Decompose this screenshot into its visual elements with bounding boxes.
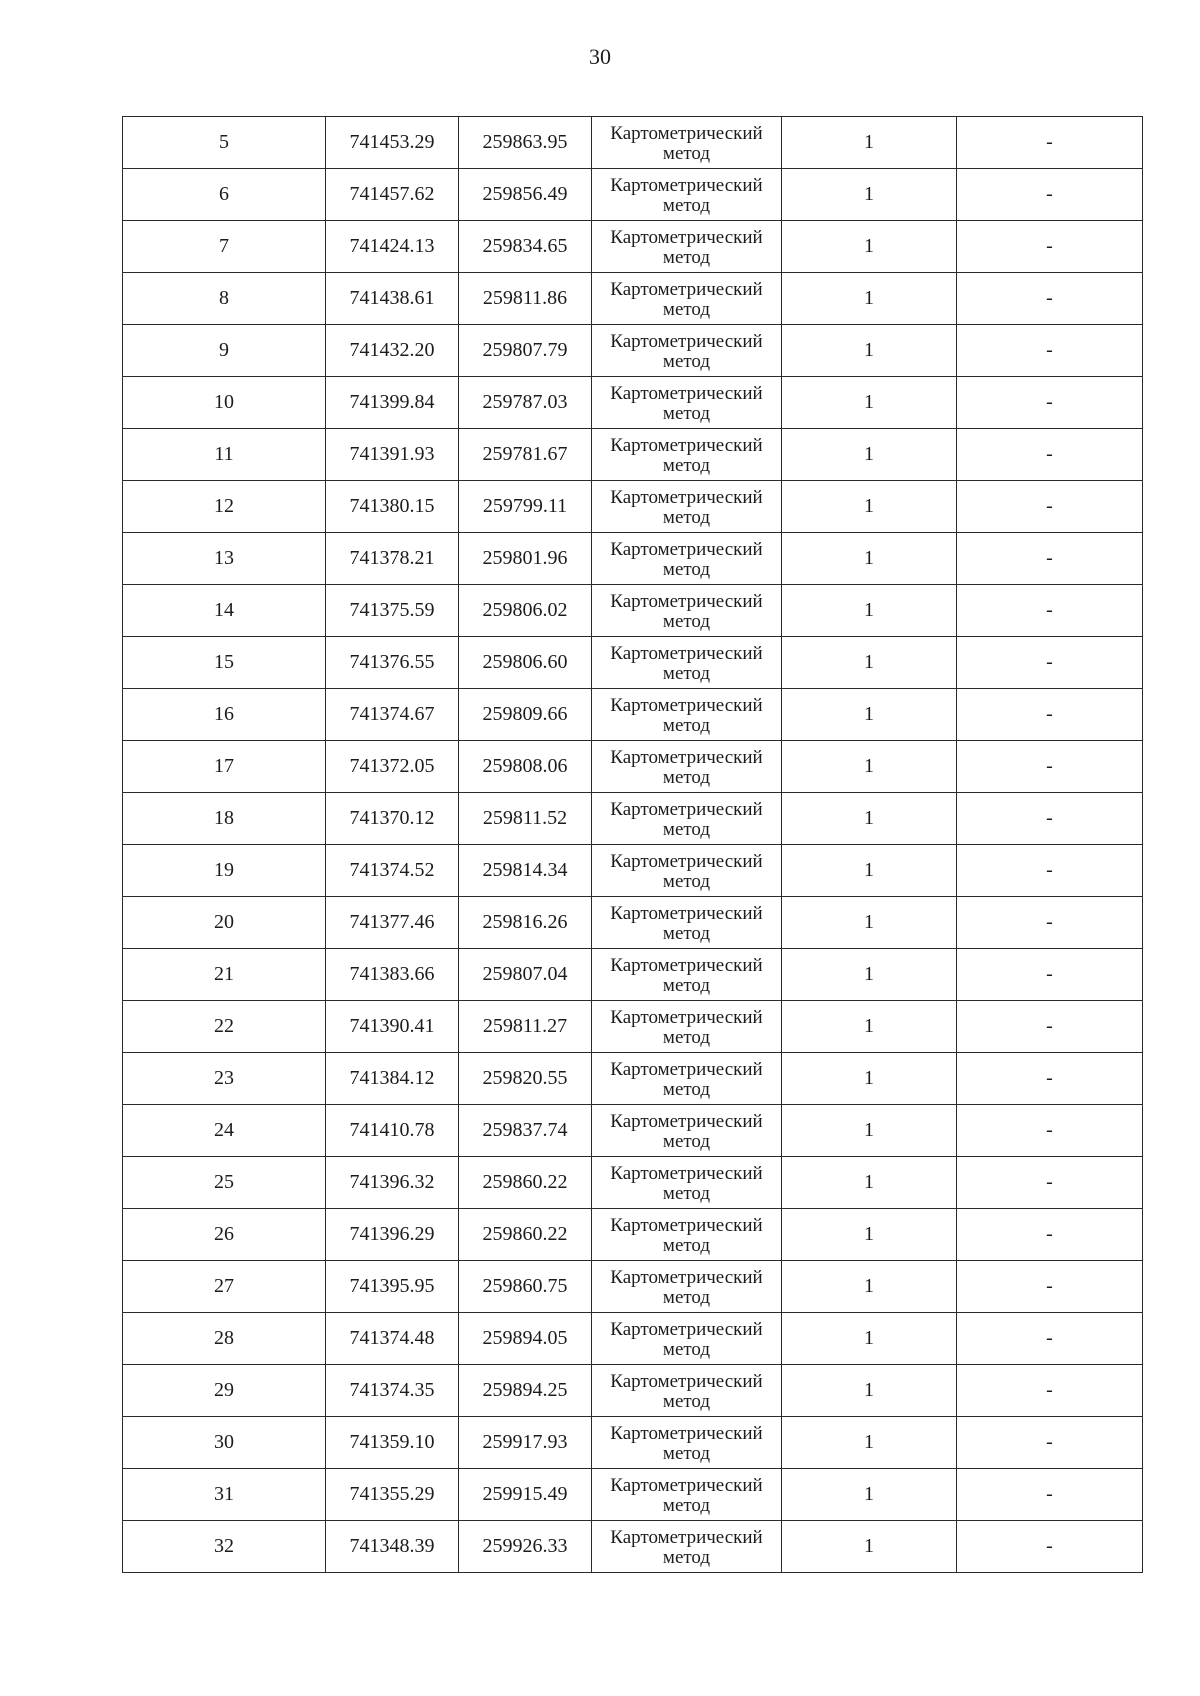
x-coordinate-cell: 741359.10 (326, 1417, 459, 1469)
method-label-line2: метод (662, 1026, 711, 1048)
description-cell: - (957, 741, 1143, 793)
table-row (123, 845, 1143, 897)
y-coordinate-cell: 259816.26 (459, 897, 592, 949)
point-number-cell: 5 (123, 117, 326, 169)
x-coordinate-cell: 741390.41 (326, 1001, 459, 1053)
point-number-cell: 14 (123, 585, 326, 637)
point-number-cell: 20 (123, 897, 326, 949)
point-number-cell: 17 (123, 741, 326, 793)
method-cell (592, 1521, 782, 1573)
point-number-cell: 32 (123, 1521, 326, 1573)
method-cell (592, 897, 782, 949)
description-cell: - (957, 117, 1143, 169)
table-row (123, 1209, 1143, 1261)
table-row (123, 793, 1143, 845)
table-row (123, 221, 1143, 273)
method-cell (592, 377, 782, 429)
point-number-cell: 7 (123, 221, 326, 273)
description-cell: - (957, 949, 1143, 1001)
method-label-line1: Картометрический (610, 382, 763, 404)
description-cell: - (957, 845, 1143, 897)
method-label-line2: метод (662, 610, 711, 632)
table-row (123, 377, 1143, 429)
x-coordinate-cell: 741378.21 (326, 533, 459, 585)
x-coordinate-cell: 741453.29 (326, 117, 459, 169)
method-label-line2: метод (662, 1078, 711, 1100)
point-number-cell: 23 (123, 1053, 326, 1105)
table-row (123, 429, 1143, 481)
method-label-line2: метод (662, 922, 711, 944)
accuracy-cell: 1 (782, 1417, 957, 1469)
y-coordinate-cell: 259917.93 (459, 1417, 592, 1469)
y-coordinate-cell: 259915.49 (459, 1469, 592, 1521)
description-cell: - (957, 1313, 1143, 1365)
table-row (123, 481, 1143, 533)
point-number-cell: 12 (123, 481, 326, 533)
point-number-cell: 29 (123, 1365, 326, 1417)
description-cell: - (957, 1157, 1143, 1209)
point-number-cell: 11 (123, 429, 326, 481)
method-label-line2: метод (662, 298, 711, 320)
point-number-cell: 31 (123, 1469, 326, 1521)
method-cell (592, 1105, 782, 1157)
accuracy-cell: 1 (782, 949, 957, 1001)
x-coordinate-cell: 741391.93 (326, 429, 459, 481)
accuracy-cell: 1 (782, 377, 957, 429)
description-cell: - (957, 1365, 1143, 1417)
description-cell: - (957, 429, 1143, 481)
x-coordinate-cell: 741348.39 (326, 1521, 459, 1573)
method-cell (592, 169, 782, 221)
y-coordinate-cell: 259787.03 (459, 377, 592, 429)
method-label-line2: метод (662, 766, 711, 788)
point-number-cell: 18 (123, 793, 326, 845)
description-cell: - (957, 1053, 1143, 1105)
method-label-line1: Картометрический (610, 1110, 763, 1132)
page-number: 30 (589, 44, 611, 69)
method-label-line2: метод (662, 1494, 711, 1516)
y-coordinate-cell: 259926.33 (459, 1521, 592, 1573)
accuracy-cell: 1 (782, 1053, 957, 1105)
accuracy-cell: 1 (782, 1521, 957, 1573)
table-body (123, 117, 1143, 1573)
point-number-cell: 6 (123, 169, 326, 221)
method-cell (592, 1001, 782, 1053)
accuracy-cell: 1 (782, 793, 957, 845)
point-number-cell: 13 (123, 533, 326, 585)
y-coordinate-cell: 259809.66 (459, 689, 592, 741)
x-coordinate-cell: 741372.05 (326, 741, 459, 793)
y-coordinate-cell: 259894.05 (459, 1313, 592, 1365)
method-cell (592, 429, 782, 481)
method-label-line1: Картометрический (610, 278, 763, 300)
method-label-line1: Картометрический (610, 1370, 763, 1392)
accuracy-cell: 1 (782, 429, 957, 481)
method-cell (592, 481, 782, 533)
y-coordinate-cell: 259860.22 (459, 1209, 592, 1261)
method-label-line1: Картометрический (610, 1214, 763, 1236)
y-coordinate-cell: 259806.60 (459, 637, 592, 689)
method-label-line2: метод (662, 1286, 711, 1308)
accuracy-cell: 1 (782, 325, 957, 377)
x-coordinate-cell: 741380.15 (326, 481, 459, 533)
y-coordinate-cell: 259894.25 (459, 1365, 592, 1417)
table-row (123, 897, 1143, 949)
method-cell (592, 1053, 782, 1105)
accuracy-cell: 1 (782, 1469, 957, 1521)
accuracy-cell: 1 (782, 273, 957, 325)
y-coordinate-cell: 259820.55 (459, 1053, 592, 1105)
accuracy-cell: 1 (782, 689, 957, 741)
description-cell: - (957, 1417, 1143, 1469)
point-number-cell: 25 (123, 1157, 326, 1209)
x-coordinate-cell: 741374.52 (326, 845, 459, 897)
method-label-line2: метод (662, 506, 711, 528)
accuracy-cell: 1 (782, 637, 957, 689)
method-label-line1: Картометрический (610, 486, 763, 508)
method-label-line1: Картометрический (610, 1474, 763, 1496)
x-coordinate-cell: 741376.55 (326, 637, 459, 689)
method-label-line2: метод (662, 974, 711, 996)
table-row (123, 1521, 1143, 1573)
table-row (123, 1001, 1143, 1053)
y-coordinate-cell: 259834.65 (459, 221, 592, 273)
x-coordinate-cell: 741457.62 (326, 169, 459, 221)
method-label-line2: метод (662, 454, 711, 476)
x-coordinate-cell: 741374.35 (326, 1365, 459, 1417)
accuracy-cell: 1 (782, 481, 957, 533)
table-row (123, 1157, 1143, 1209)
method-label-line2: метод (662, 714, 711, 736)
method-cell (592, 533, 782, 585)
method-label-line2: метод (662, 870, 711, 892)
table-row (123, 1417, 1143, 1469)
description-cell: - (957, 1521, 1143, 1573)
table-row (123, 585, 1143, 637)
table-row (123, 741, 1143, 793)
method-label-line1: Картометрический (610, 330, 763, 352)
method-cell (592, 1365, 782, 1417)
method-label-line1: Картометрический (610, 850, 763, 872)
method-cell (592, 1469, 782, 1521)
accuracy-cell: 1 (782, 221, 957, 273)
table-row (123, 117, 1143, 169)
method-label-line2: метод (662, 1338, 711, 1360)
x-coordinate-cell: 741355.29 (326, 1469, 459, 1521)
point-number-cell: 27 (123, 1261, 326, 1313)
table-row (123, 273, 1143, 325)
method-label-line1: Картометрический (610, 642, 763, 664)
accuracy-cell: 1 (782, 741, 957, 793)
x-coordinate-cell: 741383.66 (326, 949, 459, 1001)
coordinates-table (122, 116, 1143, 1573)
y-coordinate-cell: 259860.22 (459, 1157, 592, 1209)
description-cell: - (957, 1469, 1143, 1521)
description-cell: - (957, 1105, 1143, 1157)
point-number-cell: 9 (123, 325, 326, 377)
description-cell: - (957, 637, 1143, 689)
description-cell: - (957, 897, 1143, 949)
method-label-line1: Картометрический (610, 1058, 763, 1080)
accuracy-cell: 1 (782, 117, 957, 169)
accuracy-cell: 1 (782, 1105, 957, 1157)
table-row (123, 1313, 1143, 1365)
x-coordinate-cell: 741410.78 (326, 1105, 459, 1157)
method-cell (592, 637, 782, 689)
method-cell (592, 1417, 782, 1469)
point-number-cell: 16 (123, 689, 326, 741)
accuracy-cell: 1 (782, 1001, 957, 1053)
point-number-cell: 15 (123, 637, 326, 689)
y-coordinate-cell: 259781.67 (459, 429, 592, 481)
method-label-line1: Картометрический (610, 174, 763, 196)
x-coordinate-cell: 741377.46 (326, 897, 459, 949)
accuracy-cell: 1 (782, 169, 957, 221)
method-label-line1: Картометрический (610, 1526, 763, 1548)
x-coordinate-cell: 741375.59 (326, 585, 459, 637)
y-coordinate-cell: 259807.79 (459, 325, 592, 377)
table-row (123, 1365, 1143, 1417)
accuracy-cell: 1 (782, 1313, 957, 1365)
accuracy-cell: 1 (782, 1261, 957, 1313)
y-coordinate-cell: 259801.96 (459, 533, 592, 585)
method-cell (592, 689, 782, 741)
method-label-line1: Картометрический (610, 1266, 763, 1288)
accuracy-cell: 1 (782, 897, 957, 949)
method-label-line2: метод (662, 1182, 711, 1204)
method-label-line2: метод (662, 246, 711, 268)
table-row (123, 689, 1143, 741)
x-coordinate-cell: 741374.48 (326, 1313, 459, 1365)
y-coordinate-cell: 259811.27 (459, 1001, 592, 1053)
accuracy-cell: 1 (782, 845, 957, 897)
method-label-line1: Картометрический (610, 122, 763, 144)
x-coordinate-cell: 741432.20 (326, 325, 459, 377)
description-cell: - (957, 221, 1143, 273)
method-label-line1: Картометрический (610, 902, 763, 924)
method-label-line1: Картометрический (610, 798, 763, 820)
x-coordinate-cell: 741384.12 (326, 1053, 459, 1105)
method-label-line2: метод (662, 1234, 711, 1256)
method-label-line1: Картометрический (610, 590, 763, 612)
description-cell: - (957, 1001, 1143, 1053)
y-coordinate-cell: 259837.74 (459, 1105, 592, 1157)
method-label-line1: Картометрический (610, 226, 763, 248)
y-coordinate-cell: 259856.49 (459, 169, 592, 221)
method-label-line2: метод (662, 142, 711, 164)
method-label-line2: метод (662, 402, 711, 424)
x-coordinate-cell: 741424.13 (326, 221, 459, 273)
accuracy-cell: 1 (782, 585, 957, 637)
method-cell (592, 741, 782, 793)
description-cell: - (957, 325, 1143, 377)
y-coordinate-cell: 259860.75 (459, 1261, 592, 1313)
method-label-line1: Картометрический (610, 1006, 763, 1028)
method-label-line1: Картометрический (610, 434, 763, 456)
y-coordinate-cell: 259808.06 (459, 741, 592, 793)
method-cell (592, 1261, 782, 1313)
y-coordinate-cell: 259807.04 (459, 949, 592, 1001)
method-cell (592, 1313, 782, 1365)
table-row (123, 1053, 1143, 1105)
method-label-line2: метод (662, 662, 711, 684)
point-number-cell: 24 (123, 1105, 326, 1157)
method-cell (592, 949, 782, 1001)
table-row (123, 1261, 1143, 1313)
table-row (123, 169, 1143, 221)
method-cell (592, 845, 782, 897)
x-coordinate-cell: 741374.67 (326, 689, 459, 741)
method-label-line1: Картометрический (610, 1318, 763, 1340)
description-cell: - (957, 1261, 1143, 1313)
table-row (123, 949, 1143, 1001)
point-number-cell: 22 (123, 1001, 326, 1053)
table-row (123, 325, 1143, 377)
x-coordinate-cell: 741438.61 (326, 273, 459, 325)
accuracy-cell: 1 (782, 1209, 957, 1261)
y-coordinate-cell: 259814.34 (459, 845, 592, 897)
method-label-line2: метод (662, 1546, 711, 1568)
method-label-line1: Картометрический (610, 954, 763, 976)
method-cell (592, 1157, 782, 1209)
method-cell (592, 273, 782, 325)
point-number-cell: 19 (123, 845, 326, 897)
method-label-line2: метод (662, 1130, 711, 1152)
method-cell (592, 325, 782, 377)
description-cell: - (957, 273, 1143, 325)
y-coordinate-cell: 259811.86 (459, 273, 592, 325)
description-cell: - (957, 377, 1143, 429)
point-number-cell: 21 (123, 949, 326, 1001)
method-label-line2: метод (662, 818, 711, 840)
x-coordinate-cell: 741396.29 (326, 1209, 459, 1261)
method-label-line1: Картометрический (610, 746, 763, 768)
method-label-line1: Картометрический (610, 538, 763, 560)
description-cell: - (957, 793, 1143, 845)
description-cell: - (957, 481, 1143, 533)
point-number-cell: 30 (123, 1417, 326, 1469)
accuracy-cell: 1 (782, 1157, 957, 1209)
method-label-line2: метод (662, 1390, 711, 1412)
method-label-line1: Картометрический (610, 1422, 763, 1444)
table-row (123, 637, 1143, 689)
method-cell (592, 1209, 782, 1261)
table-row (123, 533, 1143, 585)
table-row (123, 1105, 1143, 1157)
method-label-line2: метод (662, 558, 711, 580)
y-coordinate-cell: 259799.11 (459, 481, 592, 533)
x-coordinate-cell: 741370.12 (326, 793, 459, 845)
point-number-cell: 28 (123, 1313, 326, 1365)
point-number-cell: 26 (123, 1209, 326, 1261)
point-number-cell: 10 (123, 377, 326, 429)
point-number-cell: 8 (123, 273, 326, 325)
method-cell (592, 221, 782, 273)
method-cell (592, 585, 782, 637)
y-coordinate-cell: 259811.52 (459, 793, 592, 845)
method-label-line2: метод (662, 194, 711, 216)
y-coordinate-cell: 259863.95 (459, 117, 592, 169)
description-cell: - (957, 1209, 1143, 1261)
method-cell (592, 793, 782, 845)
description-cell: - (957, 169, 1143, 221)
table-row (123, 1469, 1143, 1521)
method-label-line2: метод (662, 1442, 711, 1464)
method-label-line1: Картометрический (610, 694, 763, 716)
description-cell: - (957, 689, 1143, 741)
accuracy-cell: 1 (782, 533, 957, 585)
method-cell (592, 117, 782, 169)
x-coordinate-cell: 741399.84 (326, 377, 459, 429)
x-coordinate-cell: 741395.95 (326, 1261, 459, 1313)
description-cell: - (957, 533, 1143, 585)
y-coordinate-cell: 259806.02 (459, 585, 592, 637)
description-cell: - (957, 585, 1143, 637)
method-label-line2: метод (662, 350, 711, 372)
x-coordinate-cell: 741396.32 (326, 1157, 459, 1209)
accuracy-cell: 1 (782, 1365, 957, 1417)
method-label-line1: Картометрический (610, 1162, 763, 1184)
